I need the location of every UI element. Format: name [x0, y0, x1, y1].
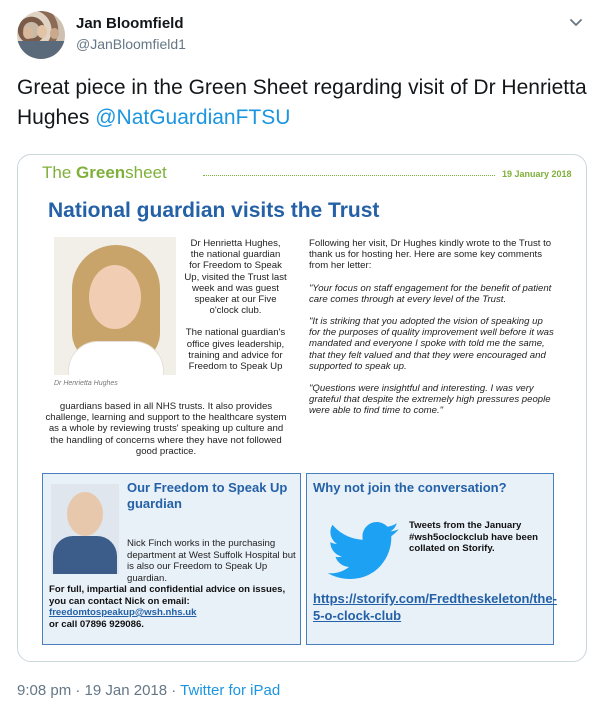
- client-link[interactable]: Twitter for iPad: [180, 682, 281, 699]
- guardian-box-desc: Nick Finch works in the purchasing department at West Suffolk Hospital but is also our Freedom to Speak Up guardian.: [127, 538, 296, 584]
- mention-link[interactable]: @NatGuardianFTSU: [95, 106, 291, 129]
- guardian-box-contact: For full, impartial and confidential advice on issues, you can contact Nick on email: freedomtospeakup@wsh.nhs.uk or call 07896 929086.: [49, 584, 286, 630]
- newsletter-date: 19 January 2018: [502, 169, 572, 179]
- author-handle[interactable]: @JanBloomfield1: [76, 36, 186, 52]
- tweet-meta: [17, 682, 280, 699]
- conversation-box-title: Why not join the conversation?: [313, 480, 507, 495]
- storify-link: https://storify.com/Fredtheskeleton/the-5-o-clock-club: [313, 591, 557, 623]
- chevron-down-icon[interactable]: [566, 14, 586, 32]
- newsletter-masthead: The Greensheet: [42, 163, 167, 182]
- conversation-box: [306, 473, 557, 645]
- tweet-timestamp[interactable]: 9:08 pm · 19 Jan 2018 ·: [17, 682, 181, 699]
- guardian-box: [42, 473, 301, 645]
- tweet-text: [17, 73, 587, 133]
- twitter-bird-icon: [327, 522, 401, 582]
- guardian-email: freedomtospeakup@wsh.nhs.uk: [49, 607, 197, 618]
- guardian-box-title: Our Freedom to Speak Up guardian: [127, 480, 288, 511]
- tweet-text-body: Great piece in the Green Sheet regarding visit of Dr Henrietta Hughes: [17, 76, 587, 129]
- nick-photo: [51, 484, 119, 574]
- author-name[interactable]: Jan Bloomfield: [76, 15, 184, 32]
- article-column-continued: guardians based in all NHS trusts. It also provides challenge, learning and support to the healthcare system as a whole by reviewing trusts' speaking up culture and the handling of concerns where they have not followed good practice.: [45, 401, 287, 457]
- tweet-image[interactable]: [17, 154, 587, 662]
- storify-text: Tweets from the January #wsh5oclockclub have been collated on Storify.: [409, 520, 539, 554]
- author-avatar[interactable]: [17, 11, 65, 59]
- masthead-rule: [203, 175, 495, 176]
- newsletter-headline: National guardian visits the Trust: [48, 199, 380, 222]
- article-column-intro: Dr Henrietta Hughes, the national guardian for Freedom to Speak Up, visited the Trust last week and was guest speaker at our Five o'clock club. The national guardian's office gives leadership, training and advice for Freedom to Speak Up: [184, 238, 287, 373]
- article-column-letter: Following her visit, Dr Hughes kindly wrote to the Trust to thank us for hosting her. Here are some key comments from her letter: "Your focus on staff engagement for the benefit of patient care comes through at every level of the Trust. "It is striking that you adopted the vision of speaking up for the purposes of quality improvement well before it was mandated and everyone I spoke with told me the same, that they felt valued and that they were encouraged and supported to speak up. "Questions were insightful and interesting. I was very grateful that despite the extremely high pressures people were able to find time to come.": [309, 238, 554, 417]
- henrietta-photo: [54, 237, 176, 375]
- photo-caption: Dr Henrietta Hughes: [54, 380, 118, 387]
